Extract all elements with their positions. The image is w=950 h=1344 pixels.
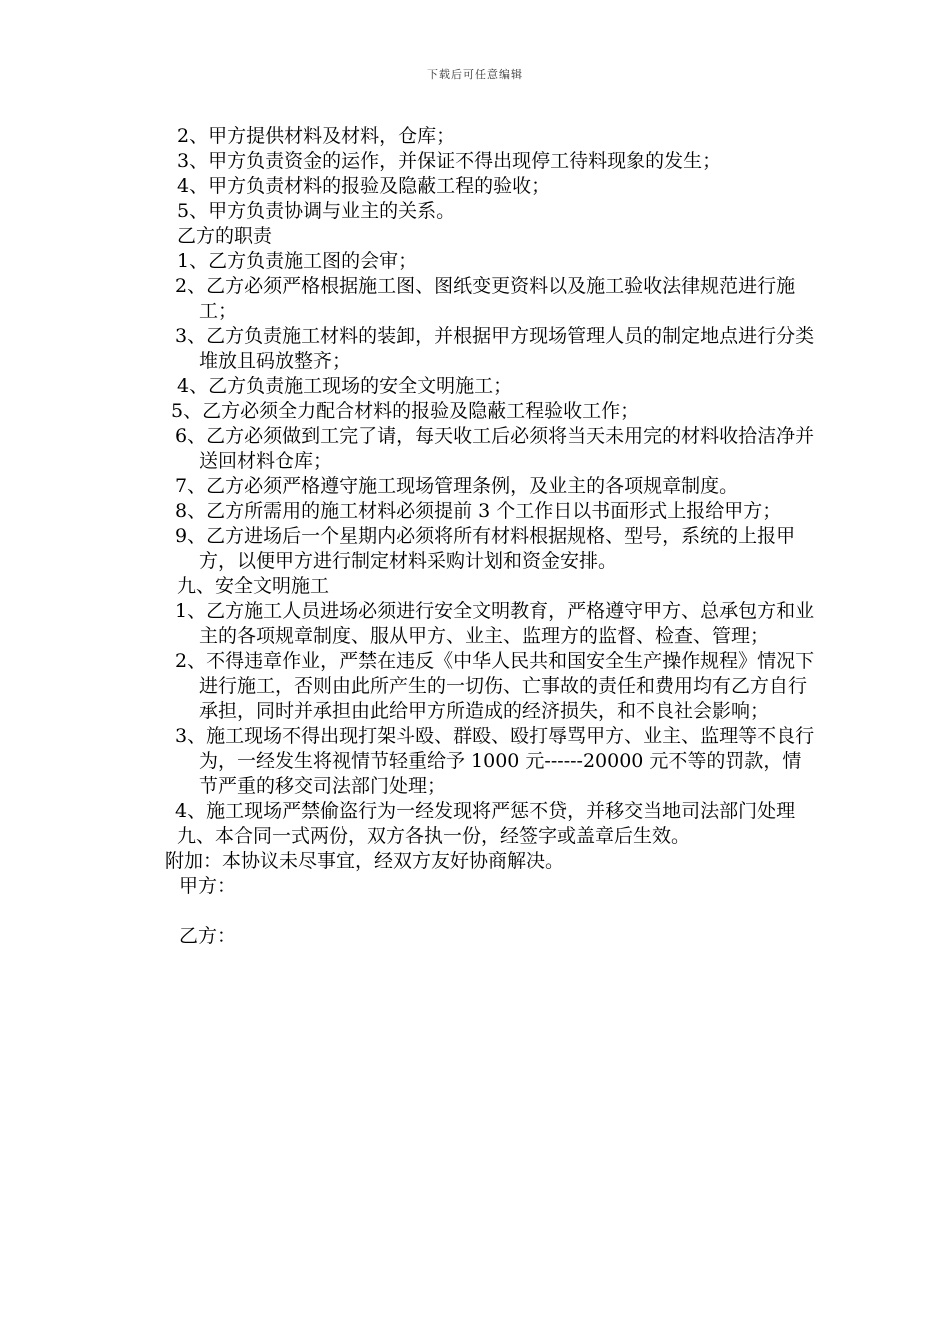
party-b-duty-7: 7、乙方必须严格遵守施工现场管理条例，及业主的各项规章制度。 — [175, 475, 739, 497]
safety-section-heading: 九、安全文明施工 — [177, 575, 330, 597]
party-b-duty-6: 6、乙方必须做到工完了请，每天收工后必须将当天未用完的材料收拾洁净并送回材料仓库； — [175, 425, 815, 472]
party-b-signature: 乙方： — [179, 925, 237, 947]
party-a-signature: 甲方： — [179, 875, 237, 897]
party-b-duties-heading: 乙方的职责 — [177, 225, 273, 247]
party-a-duty-2: 2、甲方提供材料及材料，仓库； — [177, 125, 456, 147]
supplementary-clause: 附加：本协议未尽事宜，经双方友好协商解决。 — [165, 850, 565, 872]
party-b-duty-1: 1、乙方负责施工图的会审； — [177, 250, 418, 272]
party-b-duty-5: 5、乙方必须全力配合材料的报验及隐蔽工程验收工作； — [171, 400, 640, 422]
safety-rule-2: 2、不得违章作业，严禁在违反《中华人民共和国安全生产操作规程》情况下进行施工，否则由此所产生的一切伤、亡事故的责任和费用均有乙方自行承担，同时并承担由此给甲方所造成的经济损失，和不良社会影响； — [175, 650, 815, 722]
contract-copies-clause: 九、本合同一式两份，双方各执一份，经签字或盖章后生效。 — [177, 825, 691, 847]
party-b-duty-2: 2、乙方必须严格根据施工图、图纸变更资料以及施工验收法律规范进行施工； — [175, 275, 796, 322]
party-b-duty-4: 4、乙方负责施工现场的安全文明施工； — [177, 375, 513, 397]
safety-rule-3: 3、施工现场不得出现打架斗殴、群殴、殴打辱骂甲方、业主、监理等不良行为，一经发生将视情节轻重给予 1000 元------20000 元不等的罚款，情节严重的移交司法部门处理； — [175, 725, 815, 797]
party-b-duty-3: 3、乙方负责施工材料的装卸，并根据甲方现场管理人员的制定地点进行分类堆放且码放整齐； — [175, 325, 815, 372]
page-header: 下载后可任意编辑 — [427, 68, 523, 81]
safety-rule-4: 4、施工现场严禁偷盗行为一经发现将严惩不贷，并移交当地司法部门处理 — [175, 800, 796, 822]
signature-spacer — [165, 899, 815, 924]
safety-rule-1: 1、乙方施工人员进场必须进行安全文明教育，严格遵守甲方、总承包方和业主的各项规章制度、服从甲方、业主、监理方的监督、检查、管理； — [175, 600, 815, 647]
party-b-duty-8: 8、乙方所需用的施工材料必须提前 3 个工作日以书面形式上报给甲方； — [175, 500, 782, 522]
party-a-duty-3: 3、甲方负责资金的运作，并保证不得出现停工待料现象的发生； — [177, 150, 722, 172]
contract-body — [165, 124, 815, 949]
party-a-duty-4: 4、甲方负责材料的报验及隐蔽工程的验收； — [177, 175, 551, 197]
party-a-duty-5: 5、甲方负责协调与业主的关系。 — [177, 200, 456, 222]
party-b-duty-9: 9、乙方进场后一个星期内必须将所有材料根据规格、型号，系统的上报甲方，以便甲方进行制定材料采购计划和资金安排。 — [175, 525, 796, 572]
